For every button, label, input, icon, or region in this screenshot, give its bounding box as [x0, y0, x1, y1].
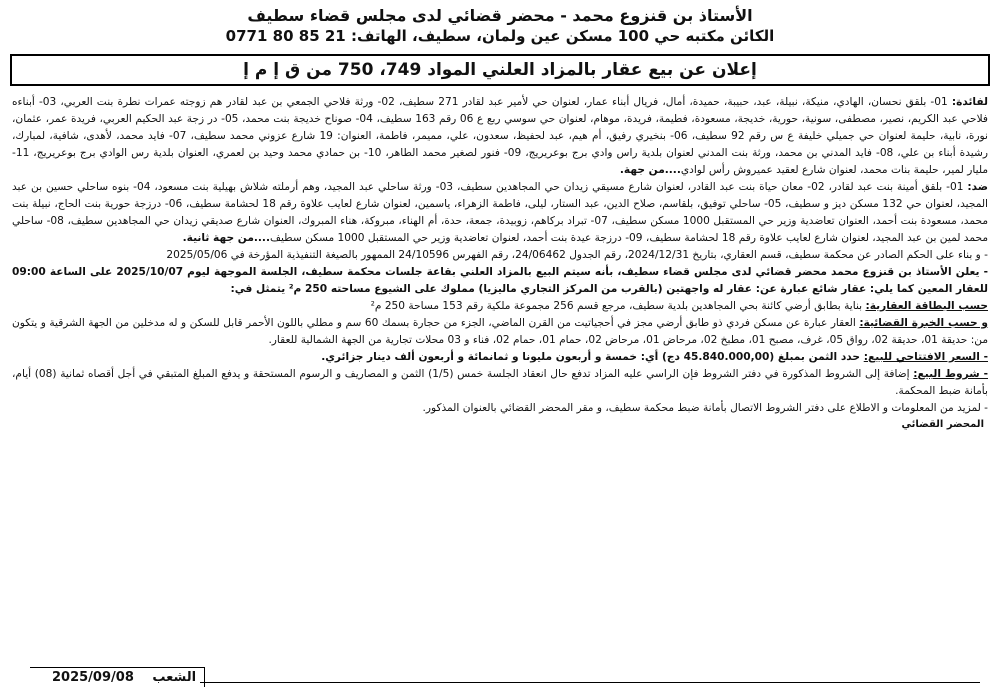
bailiff-name-line: الأستاذ بن قنزوع محمد - محضر قضائي لدى مجلس قضاء سطيف [247, 6, 753, 25]
debtors-text: 01- بلقق أمينة بنت عبد لقادر، 02- معان حياة بنت عبد القادر، لعنوان شارع مسيقي زيدان حي المجاهدين سطيف، 03- ورثة ساحلي عبد المجيد، وهم أرملته شلاش بهيلية بنت مسعود، 04- بنوه ساحلي حسين بن عبد المجيد، لعنوان حي 132 مسكن ديز و سطيف، 05- ساحلي توفيق، بلقاسم، صلاح الدين، عبد الستار، ليلى، فاطمة الزهراء، ياسمين، لعنوان شارع لعايب علاوة رقم 18 لحشامة سطيف، 06- درزجة حورية بنت الحاج، نبيلة بنت محمد، مسعودة بنت أحمد، العنوان تعاضدية وزير حي المستقبل 1000 مسكن سطيف، 07- تبراد بركاهم، زوبيدة، جمعة، حدة، أم الهناء، مبروكة، هناء المبروك، العنوان شارع صديقي زيدان حي المجاهدين سطيف، 08- ساحلي محمد لمين بن عبد المجيد، لعنوان شارع لعايب علاوة رقم 18 لحشامة سطيف، 09- درزجة عيدة بنت أحمد، لعنوان تعاضدية وزير حي المستقبل 1000 مسكن سطيف [12, 181, 988, 244]
announcement-page [6, 4, 994, 685]
conditions-label: - شروط البيع: [913, 368, 988, 380]
land-registry-paragraph [12, 298, 988, 315]
creditors-paragraph [12, 94, 988, 179]
debtors-label: ضد: [967, 181, 989, 193]
bailiff-address-line: الكائن مكتبه حي 100 مسكن عين ولمان، سطيف، الهاتف: 21 85 80 0771 [225, 27, 775, 45]
publication-footer [30, 667, 205, 687]
conditions-text: إضافة إلى الشروط المذكورة في دفتر الشروط فإن الراسي عليه المزاد تدفع حال انعقاد الجلسة خمس (1/5) الثمن و المصاريف و الرسوم المستحقة و يدفع المبلغ المتبقي في أجل أقصاه ثمانية (08) أيام، بأمانة ضبط المحكمة. [12, 368, 988, 397]
creditors-label: لفائدة: [951, 96, 988, 108]
info-paragraph: - لمزيد من المعلومات و الاطلاع على دفتر الشروط الاتصال بأمانة ضبط محكمة سطيف، و مقر المحضر القضائي بالعنوان المذكور. [422, 402, 988, 414]
footer-divider [200, 682, 980, 683]
announcement-title: إعلان عن بيع عقار بالمزاد العلني المواد 749، 750 من ق إ م إ [10, 54, 990, 86]
conditions-paragraph [12, 366, 988, 400]
price-paragraph [12, 349, 988, 366]
land-registry-text: بناية بطابق أرضي كائنة بحي المجاهدين بلدية سطيف، مرجع قسم 256 مجموعة ملكية رقم 153 مساحة 250 م² [370, 300, 866, 312]
debtors-end: ....من جهة ثانية. [182, 232, 270, 244]
signature-label: المحضر القضائي [901, 419, 984, 430]
creditors-end: ....من جهة. [619, 164, 681, 176]
debtors-paragraph [12, 179, 988, 247]
expertise-text: العقار عبارة عن مسكن فردي ذو طابق أرضي مجز في أحجياتيت من القرن الماضي، الجزء من حجارة بسمك 60 سم و مطلي باللون الأحمر قابل للسكن و له مدخلين من الجهة الشرقية و يتكون من: حديقة 01، حديقة 02، رواق 05، غرف، مصبح 01، مطبخ 02، مرحاض 01، مرحاض 02، حمام 01، حمام 02، فناء و 03 محلات تجارية من الجهة الشمالية للعقار. [12, 317, 988, 346]
sale-notice-paragraph: - يعلن الأستاذ بن قنزوع محمد محضر قضائي لدى مجلس قضاء سطيف، بأنه سيتم البيع بالمزاد العلني بقاعة جلسات محكمة سطيف، الجلسة الموجهة ليوم 2025/10/07 على الساعة 09:00 للعقار المعين كما يلي: عقار شائع عبارة عن: عقار له واجهتين (بالقرب من المركز التجاري ماليزيا) مملوك على الشيوع مساحته 250 م² يتمثل في: [12, 266, 989, 295]
signature-row [16, 419, 984, 430]
newspaper-name: الشعب [152, 670, 197, 685]
creditors-text: 01- بلقق نحسان، الهادي، منيكة، نبيلة، عبد، حبيبة، حميدة، أمال، فريال أبناء عمار، لعنوان حي لأمير عبد لقادر 271 سطيف، 02- ورثة فلاحي الجمعي بن عبد لقادر هم زوجته عمرات نطرة بنت العربي، 03- أبناءه فلاحي عبد الكريم، نصير، مصطفى، سونية، حورية، خديجة، مسعودة، فطيمة، فريدة، موهام، لعنوان حي سوسي ربع ع 06 رقم 163 سطيف، 04- صوناح خديجة بنت محمد، 05- در زجة عبد الحكيم العربي، فريدة عمر، عثمان، نورة، نابية، حليمة لعنوان حي جميلي خليفة ع س رقم 92 سطيف، 06- بنخيري رفيق، أم هيم، عبد لحفيظ، سعدون، علي، مميمر، فاطمة، العنوان: 19 شارع عزوني محمد سطيف، 07- فايد محمد، لأهدى، شافية، لمبارك، رشيدة أبناء بن علي، 08- فايد المدني بن محمد، ورثة بنت المدني لعنوان بلدية راس وادي برج بوعريريج، 09- فنور لصغير محمد الطاهر، 10- بن حمادي محمد وحيد بن لعمري، العنوان بلدية رس الوادي برج بوعريريج، 11- مليار لمير، حليمة بنات محمد، لعنوان شارع لعقيد عميروش رأس لوادي [12, 96, 988, 176]
publication-date: 2025/09/08 [52, 670, 134, 685]
price-label: - السعر الافتتاحي للبيع: [863, 351, 988, 363]
announcement-body [12, 94, 988, 417]
expertise-paragraph [12, 315, 988, 349]
expertise-label: و حسب الخبرة القضائية: [859, 317, 989, 329]
land-registry-label: حسب البطاقة العقارية: [865, 300, 988, 312]
judgment-paragraph: - و بناء على الحكم الصادر عن محكمة سطيف، قسم العقاري، بتاريخ 2024/12/31، رقم الجدول 24/06462، رقم الفهرس 24/10596 الممهور بالصيغة التنفيذية المؤرخة في 2025/05/06 [166, 249, 988, 261]
price-text: حدد الثمن بمبلغ (45.840.000,00 دج) أي: خمسة و أربعون مليونا و ثمانمائة و أربعون ألف دينار جزائري. [321, 351, 864, 363]
